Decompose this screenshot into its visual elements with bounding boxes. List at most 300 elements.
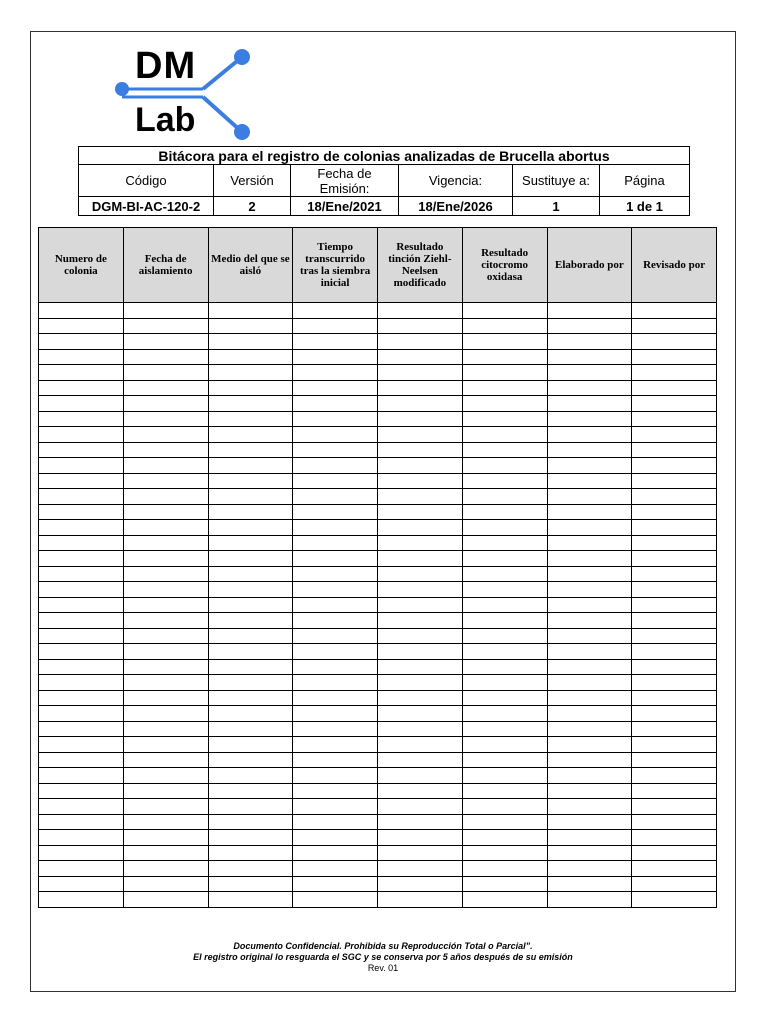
table-cell[interactable] [208, 768, 293, 784]
table-cell[interactable] [208, 892, 293, 908]
table-cell[interactable] [632, 582, 717, 598]
table-cell[interactable] [293, 690, 378, 706]
table-cell[interactable] [39, 520, 124, 536]
table-cell[interactable] [293, 442, 378, 458]
table-cell[interactable] [378, 411, 463, 427]
table-cell[interactable] [632, 814, 717, 830]
table-cell[interactable] [547, 752, 632, 768]
table-cell[interactable] [547, 876, 632, 892]
table-cell[interactable] [547, 566, 632, 582]
table-cell[interactable] [208, 442, 293, 458]
table-cell[interactable] [632, 799, 717, 815]
table-cell[interactable] [378, 380, 463, 396]
table-cell[interactable] [378, 752, 463, 768]
table-cell[interactable] [123, 489, 208, 505]
table-cell[interactable] [632, 783, 717, 799]
table-cell[interactable] [378, 520, 463, 536]
table-cell[interactable] [39, 644, 124, 660]
table-cell[interactable] [39, 365, 124, 381]
table-cell[interactable] [632, 504, 717, 520]
table-cell[interactable] [632, 318, 717, 334]
table-cell[interactable] [378, 737, 463, 753]
table-cell[interactable] [208, 427, 293, 443]
table-cell[interactable] [547, 628, 632, 644]
table-cell[interactable] [462, 597, 547, 613]
table-cell[interactable] [378, 690, 463, 706]
table-cell[interactable] [123, 799, 208, 815]
table-cell[interactable] [39, 752, 124, 768]
table-cell[interactable] [39, 845, 124, 861]
table-cell[interactable] [632, 566, 717, 582]
table-cell[interactable] [208, 551, 293, 567]
table-cell[interactable] [293, 597, 378, 613]
table-cell[interactable] [632, 659, 717, 675]
table-cell[interactable] [632, 520, 717, 536]
table-cell[interactable] [39, 458, 124, 474]
table-cell[interactable] [378, 783, 463, 799]
table-cell[interactable] [378, 582, 463, 598]
table-cell[interactable] [462, 411, 547, 427]
table-cell[interactable] [462, 830, 547, 846]
table-cell[interactable] [208, 303, 293, 319]
table-cell[interactable] [123, 737, 208, 753]
table-cell[interactable] [632, 845, 717, 861]
table-cell[interactable] [293, 737, 378, 753]
table-cell[interactable] [208, 396, 293, 412]
table-cell[interactable] [208, 814, 293, 830]
table-cell[interactable] [632, 349, 717, 365]
table-cell[interactable] [632, 721, 717, 737]
table-cell[interactable] [39, 706, 124, 722]
table-cell[interactable] [39, 535, 124, 551]
table-cell[interactable] [547, 706, 632, 722]
table-cell[interactable] [547, 504, 632, 520]
table-cell[interactable] [293, 334, 378, 350]
table-cell[interactable] [39, 814, 124, 830]
table-cell[interactable] [39, 380, 124, 396]
table-cell[interactable] [123, 845, 208, 861]
table-cell[interactable] [39, 876, 124, 892]
table-cell[interactable] [208, 737, 293, 753]
table-cell[interactable] [208, 628, 293, 644]
table-cell[interactable] [123, 768, 208, 784]
table-cell[interactable] [462, 349, 547, 365]
table-cell[interactable] [293, 303, 378, 319]
table-cell[interactable] [39, 597, 124, 613]
table-cell[interactable] [378, 349, 463, 365]
table-cell[interactable] [547, 458, 632, 474]
table-cell[interactable] [462, 582, 547, 598]
table-cell[interactable] [293, 752, 378, 768]
table-cell[interactable] [39, 721, 124, 737]
table-cell[interactable] [632, 892, 717, 908]
table-cell[interactable] [123, 721, 208, 737]
table-cell[interactable] [547, 334, 632, 350]
table-cell[interactable] [39, 318, 124, 334]
table-cell[interactable] [462, 737, 547, 753]
table-cell[interactable] [39, 411, 124, 427]
table-cell[interactable] [547, 814, 632, 830]
table-cell[interactable] [547, 442, 632, 458]
table-cell[interactable] [547, 737, 632, 753]
table-cell[interactable] [293, 504, 378, 520]
table-cell[interactable] [208, 845, 293, 861]
table-cell[interactable] [293, 845, 378, 861]
table-cell[interactable] [378, 706, 463, 722]
table-cell[interactable] [123, 535, 208, 551]
table-cell[interactable] [378, 876, 463, 892]
table-cell[interactable] [378, 442, 463, 458]
table-cell[interactable] [632, 396, 717, 412]
table-cell[interactable] [123, 411, 208, 427]
table-cell[interactable] [632, 628, 717, 644]
table-cell[interactable] [547, 427, 632, 443]
table-cell[interactable] [123, 396, 208, 412]
table-cell[interactable] [462, 551, 547, 567]
table-cell[interactable] [39, 892, 124, 908]
table-cell[interactable] [462, 318, 547, 334]
table-cell[interactable] [208, 473, 293, 489]
table-cell[interactable] [378, 768, 463, 784]
table-cell[interactable] [293, 380, 378, 396]
table-cell[interactable] [39, 799, 124, 815]
table-cell[interactable] [462, 365, 547, 381]
table-cell[interactable] [293, 675, 378, 691]
table-cell[interactable] [39, 628, 124, 644]
table-cell[interactable] [123, 690, 208, 706]
table-cell[interactable] [547, 303, 632, 319]
table-cell[interactable] [547, 551, 632, 567]
table-cell[interactable] [123, 566, 208, 582]
table-cell[interactable] [208, 613, 293, 629]
table-cell[interactable] [547, 768, 632, 784]
table-cell[interactable] [208, 582, 293, 598]
table-cell[interactable] [39, 582, 124, 598]
table-cell[interactable] [293, 613, 378, 629]
table-cell[interactable] [378, 892, 463, 908]
table-cell[interactable] [123, 644, 208, 660]
table-cell[interactable] [123, 334, 208, 350]
table-cell[interactable] [39, 303, 124, 319]
table-cell[interactable] [632, 613, 717, 629]
table-cell[interactable] [632, 365, 717, 381]
table-cell[interactable] [378, 489, 463, 505]
table-cell[interactable] [547, 582, 632, 598]
table-cell[interactable] [123, 752, 208, 768]
table-cell[interactable] [462, 535, 547, 551]
table-cell[interactable] [293, 628, 378, 644]
table-cell[interactable] [208, 721, 293, 737]
table-cell[interactable] [208, 520, 293, 536]
table-cell[interactable] [123, 876, 208, 892]
table-cell[interactable] [378, 334, 463, 350]
table-cell[interactable] [39, 830, 124, 846]
table-cell[interactable] [208, 659, 293, 675]
table-cell[interactable] [293, 566, 378, 582]
table-cell[interactable] [123, 628, 208, 644]
table-cell[interactable] [293, 768, 378, 784]
table-cell[interactable] [378, 473, 463, 489]
table-cell[interactable] [462, 845, 547, 861]
table-cell[interactable] [293, 783, 378, 799]
table-cell[interactable] [293, 551, 378, 567]
table-cell[interactable] [39, 566, 124, 582]
table-cell[interactable] [547, 830, 632, 846]
table-cell[interactable] [378, 628, 463, 644]
table-cell[interactable] [547, 892, 632, 908]
table-cell[interactable] [632, 334, 717, 350]
table-cell[interactable] [123, 861, 208, 877]
table-cell[interactable] [378, 861, 463, 877]
table-cell[interactable] [39, 349, 124, 365]
table-cell[interactable] [378, 551, 463, 567]
table-cell[interactable] [462, 706, 547, 722]
table-cell[interactable] [378, 535, 463, 551]
table-cell[interactable] [547, 380, 632, 396]
table-cell[interactable] [378, 830, 463, 846]
table-cell[interactable] [208, 489, 293, 505]
table-cell[interactable] [462, 442, 547, 458]
table-cell[interactable] [293, 861, 378, 877]
table-cell[interactable] [632, 442, 717, 458]
table-cell[interactable] [547, 644, 632, 660]
table-cell[interactable] [123, 442, 208, 458]
table-cell[interactable] [378, 566, 463, 582]
table-cell[interactable] [632, 861, 717, 877]
table-cell[interactable] [378, 613, 463, 629]
table-cell[interactable] [293, 473, 378, 489]
table-cell[interactable] [293, 659, 378, 675]
table-cell[interactable] [39, 783, 124, 799]
table-cell[interactable] [462, 892, 547, 908]
table-cell[interactable] [39, 551, 124, 567]
table-cell[interactable] [378, 814, 463, 830]
table-cell[interactable] [632, 706, 717, 722]
table-cell[interactable] [547, 861, 632, 877]
table-cell[interactable] [547, 799, 632, 815]
table-cell[interactable] [39, 504, 124, 520]
table-cell[interactable] [208, 690, 293, 706]
table-cell[interactable] [293, 365, 378, 381]
table-cell[interactable] [632, 380, 717, 396]
table-cell[interactable] [378, 458, 463, 474]
table-cell[interactable] [547, 675, 632, 691]
table-cell[interactable] [123, 427, 208, 443]
table-cell[interactable] [462, 334, 547, 350]
table-cell[interactable] [632, 644, 717, 660]
table-cell[interactable] [39, 659, 124, 675]
table-cell[interactable] [632, 427, 717, 443]
table-cell[interactable] [378, 675, 463, 691]
table-cell[interactable] [632, 303, 717, 319]
table-cell[interactable] [123, 582, 208, 598]
table-cell[interactable] [547, 845, 632, 861]
table-cell[interactable] [462, 489, 547, 505]
table-cell[interactable] [632, 830, 717, 846]
table-cell[interactable] [462, 644, 547, 660]
table-cell[interactable] [632, 597, 717, 613]
table-cell[interactable] [208, 349, 293, 365]
table-cell[interactable] [462, 675, 547, 691]
table-cell[interactable] [123, 892, 208, 908]
table-cell[interactable] [208, 644, 293, 660]
table-cell[interactable] [123, 675, 208, 691]
table-cell[interactable] [462, 427, 547, 443]
table-cell[interactable] [462, 783, 547, 799]
table-cell[interactable] [293, 458, 378, 474]
table-cell[interactable] [123, 520, 208, 536]
table-cell[interactable] [39, 768, 124, 784]
table-cell[interactable] [547, 365, 632, 381]
table-cell[interactable] [632, 535, 717, 551]
table-cell[interactable] [547, 411, 632, 427]
table-cell[interactable] [378, 504, 463, 520]
table-cell[interactable] [547, 721, 632, 737]
table-cell[interactable] [632, 876, 717, 892]
table-cell[interactable] [39, 396, 124, 412]
table-cell[interactable] [208, 380, 293, 396]
table-cell[interactable] [208, 861, 293, 877]
table-cell[interactable] [208, 783, 293, 799]
table-cell[interactable] [123, 659, 208, 675]
table-cell[interactable] [547, 396, 632, 412]
table-cell[interactable] [378, 644, 463, 660]
table-cell[interactable] [293, 349, 378, 365]
table-cell[interactable] [632, 737, 717, 753]
table-cell[interactable] [632, 690, 717, 706]
table-cell[interactable] [293, 318, 378, 334]
table-cell[interactable] [378, 799, 463, 815]
table-cell[interactable] [632, 551, 717, 567]
table-cell[interactable] [123, 380, 208, 396]
table-cell[interactable] [39, 690, 124, 706]
table-cell[interactable] [632, 411, 717, 427]
table-cell[interactable] [123, 318, 208, 334]
table-cell[interactable] [39, 442, 124, 458]
table-cell[interactable] [293, 644, 378, 660]
table-cell[interactable] [39, 489, 124, 505]
table-cell[interactable] [208, 458, 293, 474]
table-cell[interactable] [547, 613, 632, 629]
table-cell[interactable] [208, 411, 293, 427]
table-cell[interactable] [123, 814, 208, 830]
table-cell[interactable] [123, 783, 208, 799]
table-cell[interactable] [208, 876, 293, 892]
table-cell[interactable] [123, 613, 208, 629]
table-cell[interactable] [547, 597, 632, 613]
table-cell[interactable] [462, 396, 547, 412]
table-cell[interactable] [462, 876, 547, 892]
table-cell[interactable] [378, 427, 463, 443]
table-cell[interactable] [378, 396, 463, 412]
table-cell[interactable] [462, 504, 547, 520]
table-cell[interactable] [39, 737, 124, 753]
table-cell[interactable] [208, 706, 293, 722]
table-cell[interactable] [632, 675, 717, 691]
table-cell[interactable] [123, 830, 208, 846]
table-cell[interactable] [547, 489, 632, 505]
table-cell[interactable] [632, 473, 717, 489]
table-cell[interactable] [39, 613, 124, 629]
table-cell[interactable] [462, 814, 547, 830]
table-cell[interactable] [293, 411, 378, 427]
table-cell[interactable] [462, 473, 547, 489]
table-cell[interactable] [293, 535, 378, 551]
table-cell[interactable] [462, 303, 547, 319]
table-cell[interactable] [378, 318, 463, 334]
table-cell[interactable] [462, 628, 547, 644]
table-cell[interactable] [378, 659, 463, 675]
table-cell[interactable] [208, 597, 293, 613]
table-cell[interactable] [378, 721, 463, 737]
table-cell[interactable] [123, 706, 208, 722]
table-cell[interactable] [208, 318, 293, 334]
table-cell[interactable] [632, 768, 717, 784]
table-cell[interactable] [123, 349, 208, 365]
table-cell[interactable] [378, 365, 463, 381]
table-cell[interactable] [632, 489, 717, 505]
table-cell[interactable] [293, 427, 378, 443]
table-cell[interactable] [462, 520, 547, 536]
table-cell[interactable] [462, 566, 547, 582]
table-cell[interactable] [547, 783, 632, 799]
table-cell[interactable] [293, 489, 378, 505]
table-cell[interactable] [123, 365, 208, 381]
table-cell[interactable] [378, 303, 463, 319]
table-cell[interactable] [208, 752, 293, 768]
table-cell[interactable] [547, 318, 632, 334]
table-cell[interactable] [462, 861, 547, 877]
table-cell[interactable] [378, 845, 463, 861]
table-cell[interactable] [293, 876, 378, 892]
table-cell[interactable] [462, 799, 547, 815]
table-cell[interactable] [293, 830, 378, 846]
table-cell[interactable] [547, 349, 632, 365]
table-cell[interactable] [123, 551, 208, 567]
table-cell[interactable] [293, 582, 378, 598]
table-cell[interactable] [293, 892, 378, 908]
table-cell[interactable] [462, 380, 547, 396]
table-cell[interactable] [547, 473, 632, 489]
table-cell[interactable] [293, 396, 378, 412]
table-cell[interactable] [547, 520, 632, 536]
table-cell[interactable] [39, 861, 124, 877]
table-cell[interactable] [293, 799, 378, 815]
table-cell[interactable] [547, 690, 632, 706]
table-cell[interactable] [293, 814, 378, 830]
table-cell[interactable] [547, 535, 632, 551]
table-cell[interactable] [208, 799, 293, 815]
table-cell[interactable] [378, 597, 463, 613]
table-cell[interactable] [208, 504, 293, 520]
table-cell[interactable] [123, 597, 208, 613]
table-cell[interactable] [39, 473, 124, 489]
table-cell[interactable] [208, 535, 293, 551]
table-cell[interactable] [293, 520, 378, 536]
table-cell[interactable] [123, 504, 208, 520]
table-cell[interactable] [123, 303, 208, 319]
table-cell[interactable] [462, 768, 547, 784]
table-cell[interactable] [462, 458, 547, 474]
table-cell[interactable] [208, 365, 293, 381]
table-cell[interactable] [208, 675, 293, 691]
table-cell[interactable] [39, 675, 124, 691]
table-cell[interactable] [632, 752, 717, 768]
table-cell[interactable] [293, 721, 378, 737]
table-cell[interactable] [462, 690, 547, 706]
table-cell[interactable] [208, 830, 293, 846]
table-cell[interactable] [293, 706, 378, 722]
